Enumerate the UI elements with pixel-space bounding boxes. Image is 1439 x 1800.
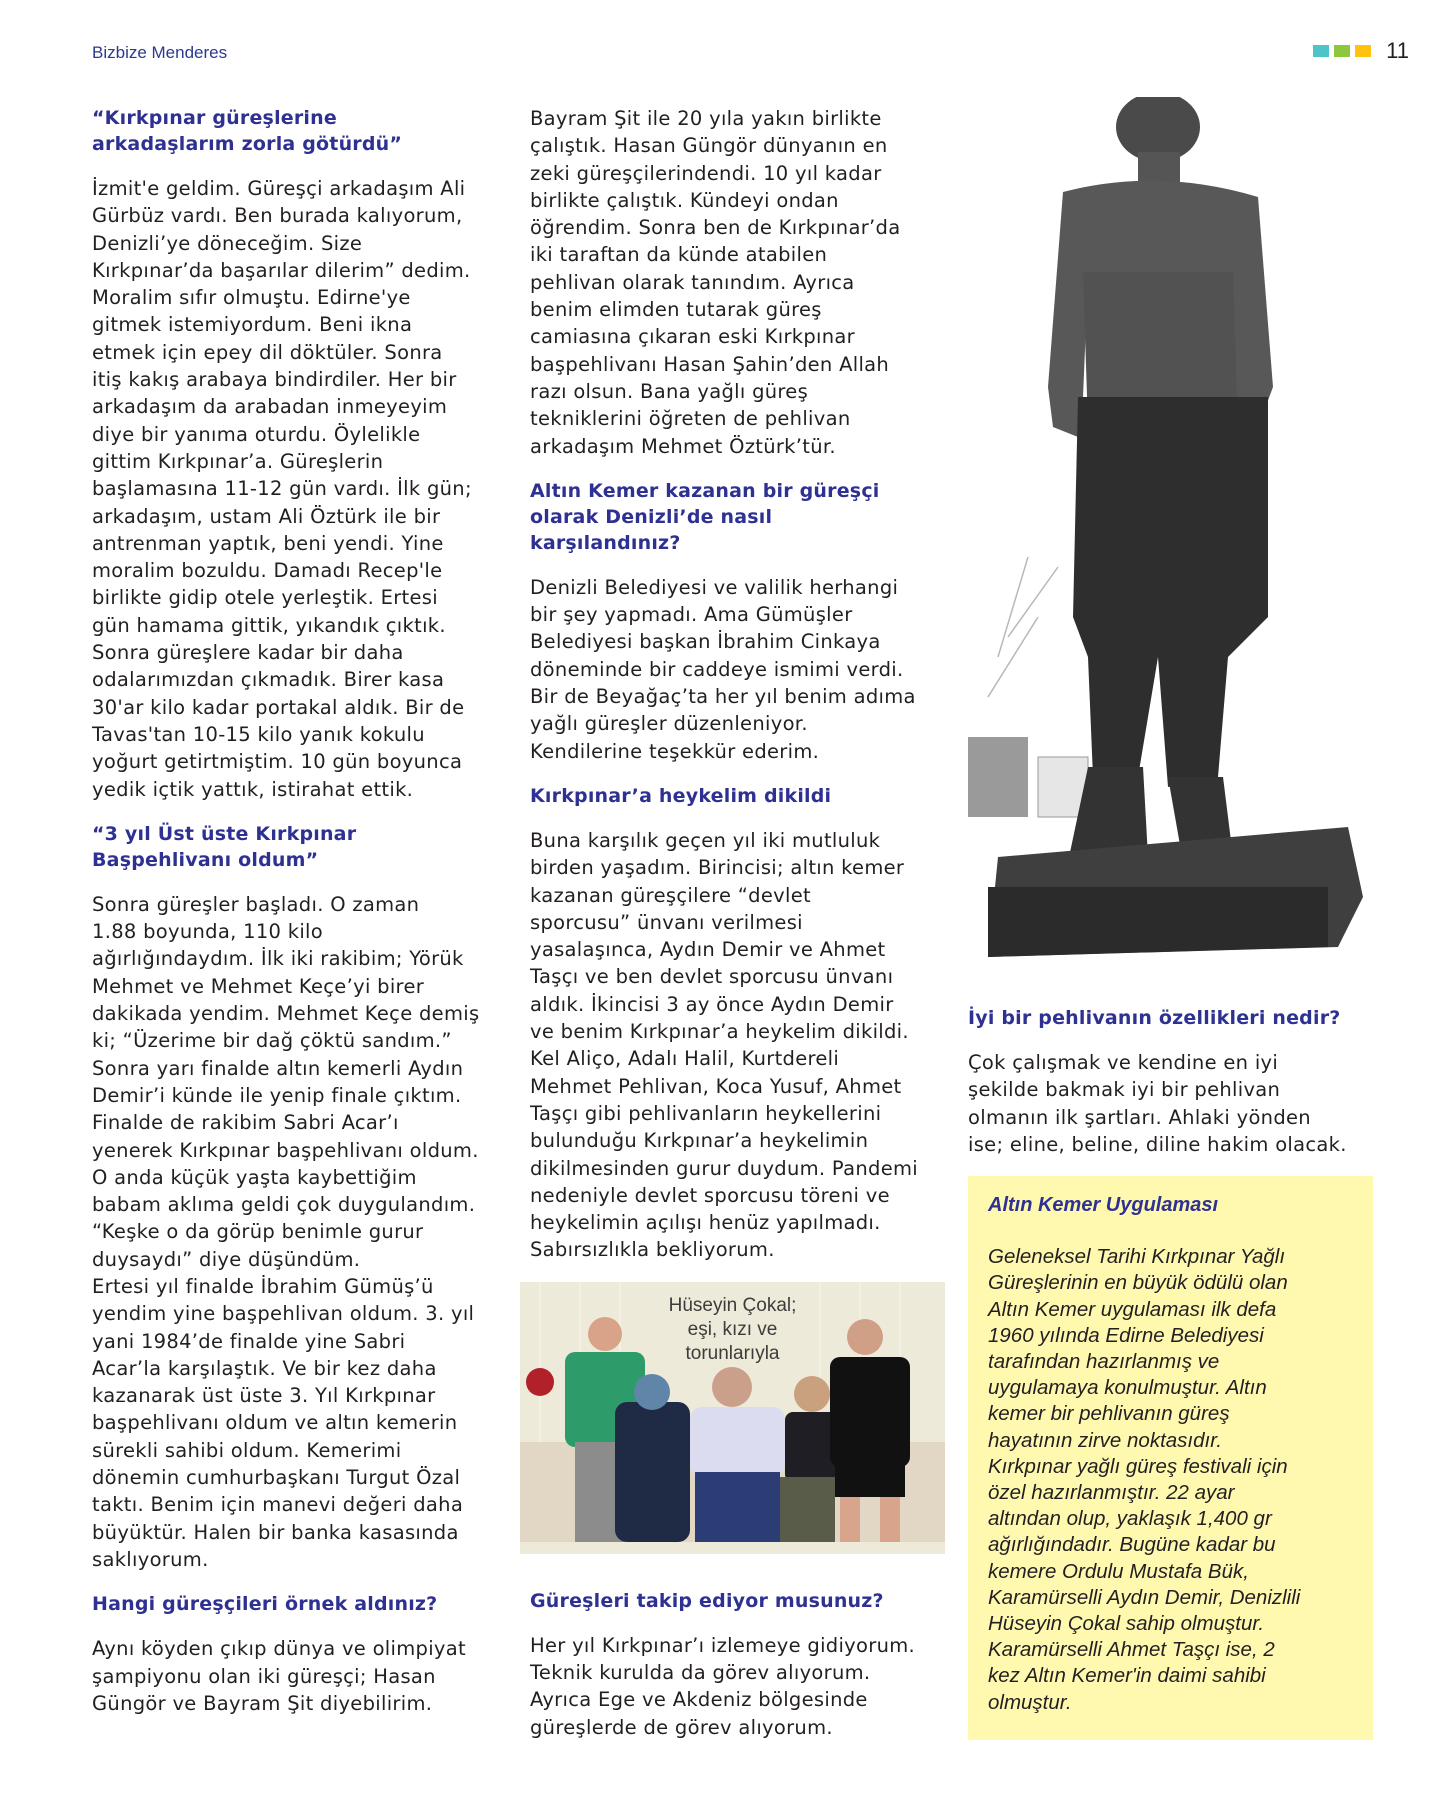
column-3 [968,105,1373,1740]
page-number: 11 [1386,38,1409,63]
section-heading: Altın Kemer kazanan bir güreşçi olarak Denizli’de nasıl karşılandınız? [530,479,880,554]
section-heading: İyi bir pehlivanın özellikleri nedir? [968,1007,1341,1029]
photo-caption: Hüseyin Çokal; eşi, kızı ve torunlarıyla [668,1294,797,1364]
section-heading: Hangi güreşçileri örnek aldınız? [92,1593,438,1616]
section-heading: “Kırkpınar güreşlerine arkadaşlarım zorla götürdü” [92,107,403,155]
section-heading: Kırkpınar’a heykelim dikildi [530,784,832,807]
yellow-square-icon [1355,45,1371,57]
paragraph: Buna karşılık geçen yıl iki mutluluk birden yaşadım. Birincisi; altın kemer kazanan güreşçilere “devlet sporcusu” ünvanı verilmesi yasalaşınca, Aydın Demir ve Ahmet Taşçı ve ben devlet sporcusu ünvanı aldık. İkincisi 3 ay önce Aydın Demir ve benim Kırkpınar’a heykelim dikildi. Kel Aliço, Adalı Halil, Kurtdereli Mehmet Pehlivan, Koca Yusuf, Ahmet Taşçı gibi pehlivanların heykellerini bulunduğu Kırkpınar’a heykelimin dikilmesinden gurur duydum. Pandemi nedeniyle devlet sporcusu töreni ve heykelimin açılışı henüz yapılmadı. Sabırsızlıkla bekliyorum. [530,828,918,1262]
statue-photo [968,97,1368,977]
section-heading: “3 yıl Üst üste Kırkpınar Başpehlivanı oldum” [92,822,357,871]
paragraph: Bayram Şit ile 20 yıla yakın birlikte çalıştık. Hasan Güngör dünyanın en zeki güreşçilerindendi. 10 yıl kadar birlikte çalıştık. Kündeyi ondan öğrendim. Sonra ben de Kırkpınar’da iki taraftan da künde atabilen pehlivan olarak tanındım. Ayrıca benim elimden tutarak güreş camiasına çıkaran eski Kırkpınar başpehlivanı Hasan Şahin’den Allah razı olsun. Bana yağlı güreş tekniklerini öğreten de pehlivan arkadaşım Mehmet Öztürk’tür. [530,107,901,458]
section-heading: Güreşleri takip ediyor musunuz? [530,1589,884,1612]
paragraph: İzmit'e geldim. Güreşçi arkadaşım Ali Gürbüz vardı. Ben burada kalıyorum, Denizli’ye döneceğim. Size Kırkpınar’da başarılar dilerim” dedim. Moralim sıfır olmuştu. Edirne'ye gitmek istemiyordum. Beni ikna etmek için epey dil döktüler. Sonra itiş kakış arabaya bindirdiler. Her bir arkadaşım da arabadan inmeyeyim diye bir yanıma oturdu. Öylelikle gittim Kırkpınar’a. Güreşlerin başlamasına 11-12 gün vardı. İlk gün; arkadaşım, ustam Ali Öztürk ile bir antrenman yaptık, beni yendi. Yine moralim bozuldu. Damadı Recep'le birlikte gidip otele yerleştik. Ertesi gün hamama gittik, yıkandık çıktık. Sonra güreşlere kadar bir daha odalarımızdan çıkmadık. Birer kasa 30'ar kilo kadar portakal aldık. Bir de Tavas'tan 10-15 kilo yanık kokulu yoğurt getirtmiştim. 10 gün boyunca yedik içtik yattık, istirahat ettik. [92,177,472,801]
publication-name: Bizbize Menderes [92,43,228,62]
teal-square-icon [1313,45,1329,57]
info-box-title: Altın Kemer Uygulaması [988,1194,1219,1217]
paragraph: Aynı köyden çıkıp dünya ve olimpiyat şampiyonu olan iki güreşçi; Hasan Güngör ve Bayram Şit diyebilirim. [92,1637,466,1715]
green-square-icon [1334,45,1350,57]
family-photo [520,1282,945,1554]
column-1 [92,105,512,1735]
column-2 [530,105,950,1759]
statue-illustration [968,97,1368,977]
paragraph: Sonra güreşler başladı. O zaman 1.88 boyunda, 110 kilo ağırlığındaydım. İlk iki rakibim; Yörük Mehmet ve Mehmet Keçe’yi birer dakikada yendim. Mehmet Keçe demiş ki; “Üzerime bir dağ çöktü sandım.” Sonra yarı finalde altın kemerli Aydın Demir’i künde ile yenip finale çıktım. Finalde de rakibim Sabri Acar’ı yenerek Kırkpınar başpehlivanı oldum. O anda küçük yaşta kaybettiğim babam aklıma geldi çok duygulandım. “Keşke o da görüp benimle gurur duysaydı” diye düşündüm. Ertesi yıl finalde İbrahim Gümüş’ü yendim yine başpehlivan oldum. 3. yıl yani 1984’de finalde yine Sabri Acar’la karşılaştık. Ve bir kez daha kazanarak üst üste 3. Yıl Kırkpınar başpehlivanı oldum ve altın kemerin sürekli sahibi oldum. Kemerimi dönemin cumhurbaşkanı Turgut Özal taktı. Benim için manevi değeri daha büyüktür. Halen bir banka kasasında saklıyorum. [92,892,480,1571]
paragraph: Çok çalışmak ve kendine en iyi şekilde bakmak iyi bir pehlivan olmanın ilk şartları. Ahlaki yönden ise; eline, beline, diline hakim olacak. [968,1051,1347,1156]
info-box [968,1176,1373,1740]
info-box-text: Geleneksel Tarihi Kırkpınar Yağlı Güreşlerinin en büyük ödülü olan Altın Kemer uygulaması ilk defa 1960 yılında Edirne Belediyesi tarafından hazırlanmış ve uygulamaya konulmuştur. Altın kemer bir pehlivanın güreş hayatının zirve noktasıdır. Kırkpınar yağlı güreş festivali için özel hazırlanmıştır. 22 ayar altından olup, yaklaşık 1,400 gr ağırlığındadır. Bugüne kadar bu kemere Ordulu Mustafa Bük, Karamürselli Aydın Demir, Denizlili Hüseyin Çokal sahip olmuştur. Karamürselli Ahmet Taşçı ise, 2 kez Altın Kemer'in daimi sahibi olmuştur. [988,1245,1301,1714]
paragraph: Her yıl Kırkpınar’ı izlemeye gidiyorum. Teknik kurulda da görev alıyorum. Ayrıca Ege ve Akdeniz bölgesinde güreşlerde de görev alıyorum. [530,1633,916,1739]
paragraph: Denizli Belediyesi ve valilik herhangi bir şey yapmadı. Ama Gümüşler Belediyesi başkan İbrahim Cinkaya döneminde bir caddeye ismimi verdi. Bir de Beyağaç’ta her yıl benim adıma yağlı güreşler düzenleniyor. Kendilerine teşekkür ederim. [530,575,916,763]
page-marker [1313,38,1409,64]
